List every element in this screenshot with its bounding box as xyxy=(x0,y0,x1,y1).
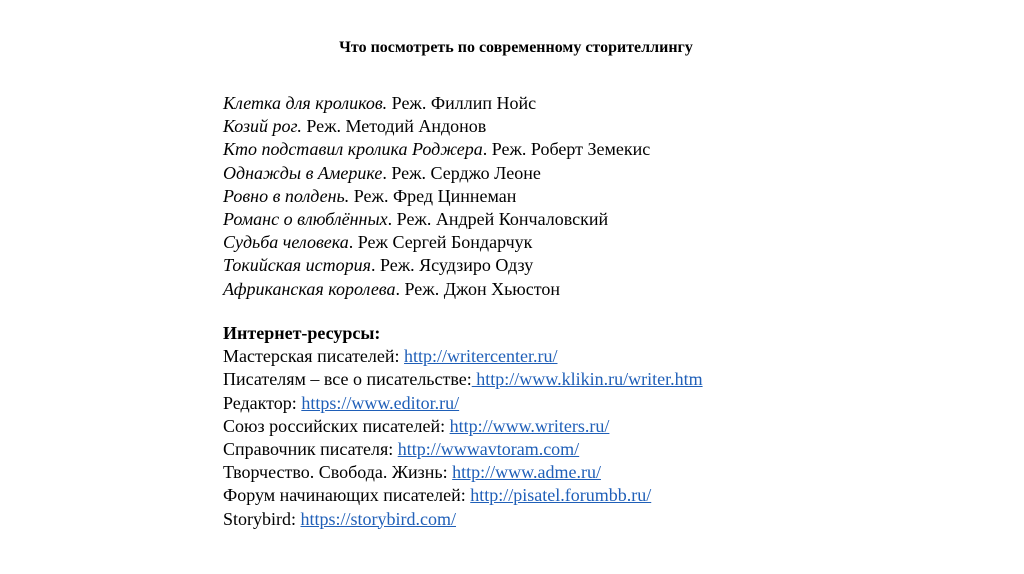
film-title: Токийская история xyxy=(223,255,371,276)
resource-link[interactable]: http://www.adme.ru/ xyxy=(452,462,601,483)
film-director: . Реж. Ясудзиро Одзу xyxy=(370,255,534,276)
resource-label: Мастерская писателей: xyxy=(223,346,405,367)
film-director: . Реж. Роберт Земекис xyxy=(482,139,651,160)
resource-link[interactable]: http://wwwavtoram.com/ xyxy=(397,439,580,460)
resource-label: Писателям – все о писательстве: xyxy=(223,369,472,390)
film-item xyxy=(223,162,650,185)
film-item xyxy=(223,231,650,254)
film-item xyxy=(223,185,650,208)
resource-item xyxy=(223,508,703,531)
film-title: Кто подставил кролика Роджера xyxy=(223,139,483,160)
film-title: Судьба человека xyxy=(223,232,349,253)
film-title: Африканская королева xyxy=(223,278,396,299)
resource-label: Редактор: xyxy=(223,392,302,413)
film-title: Ровно в полдень. xyxy=(223,185,350,206)
film-director: Реж. Методий Андонов xyxy=(301,116,487,137)
resource-label: Союз российских писателей: xyxy=(223,415,450,436)
film-director: Реж. Фред Циннеман xyxy=(349,185,517,206)
film-title: Романс о влюблённых xyxy=(223,209,388,230)
resource-link[interactable]: http://www.writers.ru/ xyxy=(449,415,610,436)
resource-item xyxy=(223,484,703,507)
film-title: Клетка для кроликов. xyxy=(223,93,388,113)
page-title: Что посмотреть по современному сторителлингу xyxy=(339,39,693,56)
film-director: . Реж Сергей Бондарчук xyxy=(348,232,533,253)
film-item xyxy=(223,138,650,161)
film-list xyxy=(223,92,650,301)
resource-item xyxy=(223,345,703,368)
film-director: Реж. Филлип Нойс xyxy=(387,93,537,113)
resource-label: Справочник писателя: xyxy=(223,439,398,460)
resource-item xyxy=(223,368,703,391)
resource-item xyxy=(223,438,703,461)
resource-item xyxy=(223,415,703,438)
film-item xyxy=(223,278,650,301)
film-director: . Реж. Андрей Кончаловский xyxy=(387,209,609,230)
film-title: Однажды в Америке xyxy=(223,162,383,183)
resource-link[interactable]: https://www.editor.ru/ xyxy=(301,392,460,413)
film-item xyxy=(223,254,650,277)
film-item xyxy=(223,92,650,115)
resource-item xyxy=(223,461,703,484)
resource-link[interactable]: http://pisatel.forumbb.ru/ xyxy=(470,485,652,506)
resource-link[interactable]: http://writercenter.ru/ xyxy=(404,346,558,367)
film-item xyxy=(223,208,650,231)
resource-link[interactable]: http://www.klikin.ru/writer.htm xyxy=(471,369,703,390)
resource-item xyxy=(223,392,703,415)
resources-heading: Интернет-ресурсы: xyxy=(223,323,381,343)
resource-list xyxy=(223,322,703,531)
film-item xyxy=(223,115,650,138)
film-director: . Реж. Джон Хьюстон xyxy=(395,278,561,299)
film-director: . Реж. Серджо Леоне xyxy=(382,162,541,183)
film-title: Козий рог. xyxy=(223,116,302,137)
resource-label: Творчество. Свобода. Жизнь: xyxy=(223,462,453,483)
resource-label: Storybird: xyxy=(223,508,301,529)
resource-label: Форум начинающих писателей: xyxy=(223,485,471,506)
resource-link[interactable]: https://storybird.com/ xyxy=(300,508,457,529)
